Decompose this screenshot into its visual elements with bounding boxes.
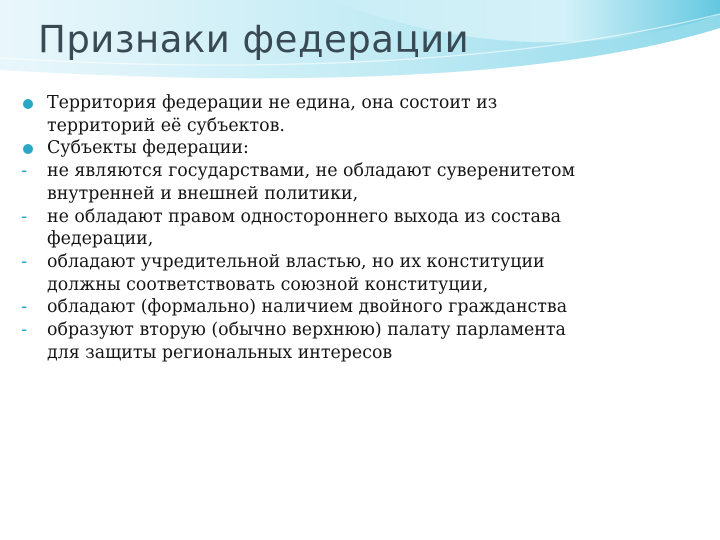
list-item: - не обладают правом одностороннего выхода из состава федерации,: [20, 206, 700, 251]
list-item: - образуют вторую (обычно верхнюю) палату парламента для защиты региональных интересов: [20, 319, 700, 364]
list-item-line: внутренней и внешней политики,: [47, 183, 359, 204]
list-item-line: образуют вторую (обычно верхнюю) палату парламента: [47, 320, 566, 341]
slide-title: Признаки федерации: [38, 18, 470, 61]
list-item-line: обладают (формально) наличием двойного гражданства: [47, 297, 568, 318]
list-item-line: федерации,: [47, 229, 154, 250]
list-item-line: для защиты региональных интересов: [47, 342, 393, 363]
list-item: - не являются государствами, не обладают суверенитетом внутренней и внешней политики,: [20, 160, 700, 205]
list-item: [20, 137, 700, 160]
list-item: [20, 92, 700, 137]
list-item: - обладают учредительной властью, но их конституции должны соответствовать союзной конституции,: [20, 251, 700, 296]
list-item: - обладают (формально) наличием двойного гражданства: [20, 296, 700, 319]
list-item-line: территорий её субъектов.: [47, 115, 285, 136]
list-item-line: Субъекты федерации:: [47, 138, 249, 159]
slide-content: [20, 92, 700, 364]
list-item-line: должны соответствовать союзной конституции,: [47, 274, 489, 295]
list-item-line: не являются государствами, не обладают суверенитетом: [47, 161, 575, 182]
list-item-line: Территория федерации не едина, она состоит из: [47, 93, 498, 113]
list-item-line: не обладают правом одностороннего выхода из состава: [47, 206, 562, 227]
list-item-line: обладают учредительной властью, но их конституции: [47, 251, 545, 272]
